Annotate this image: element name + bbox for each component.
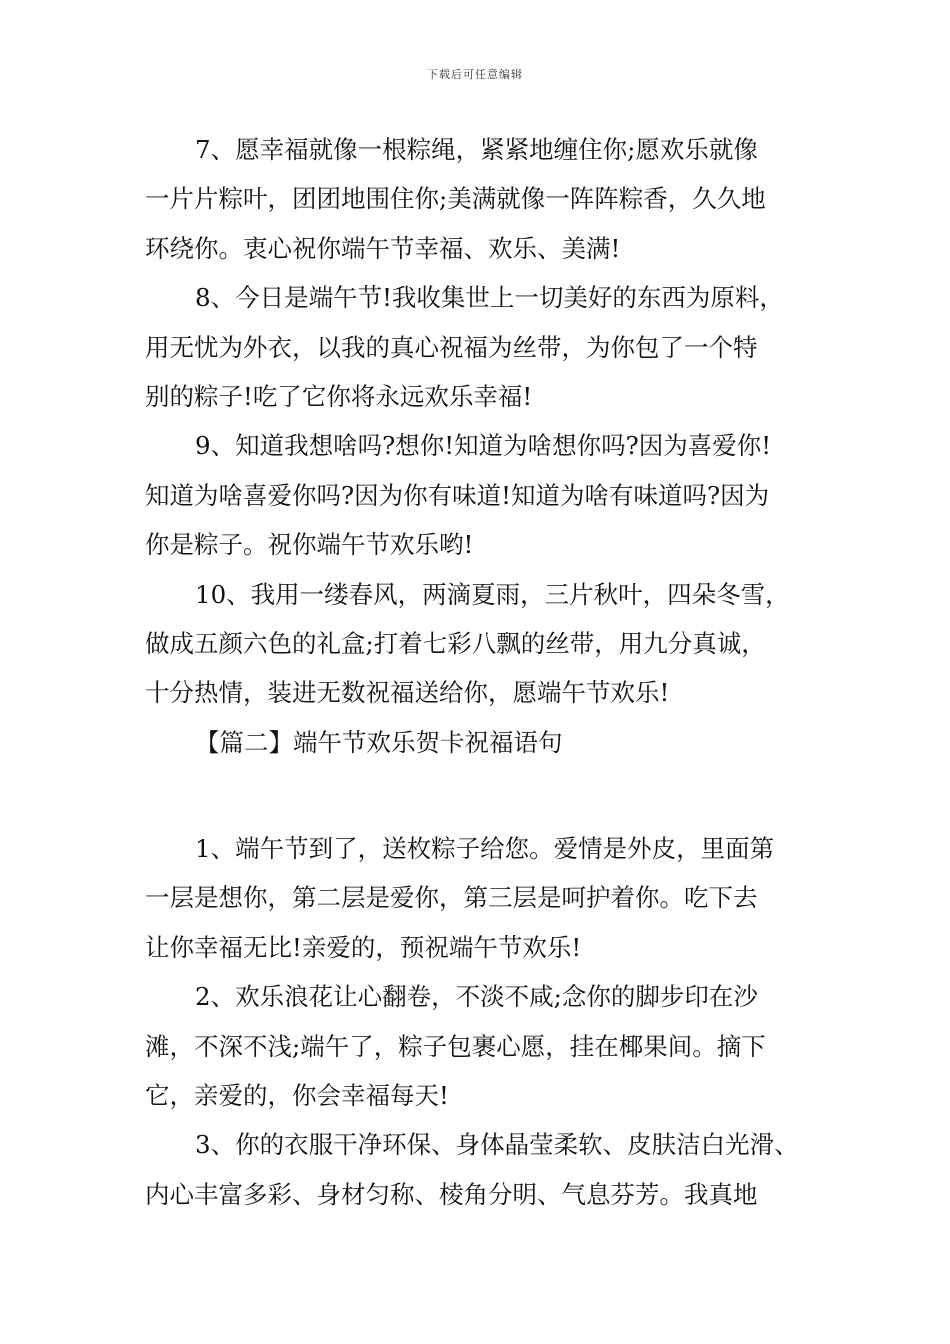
paragraph-line: 2、欢乐浪花让心翻卷，不淡不咸;念你的脚步印在沙 [195,982,758,1012]
paragraph-line: 你是粽子。祝你端午节欢乐哟! [145,530,474,560]
paragraph-line: 用无忧为外衣，以我的真心祝福为丝带，为你包了一个特 [145,332,758,362]
document-body [145,125,835,1219]
paragraph-line: 一层是想你，第二层是爱你，第三层是呵护着你。吃下去 [145,883,758,913]
paragraph-line: 1、端午节到了，送枚粽子给您。爱情是外皮，里面第 [195,834,775,864]
section-heading: 【篇二】端午节欢乐贺卡祝福语句 [195,727,563,757]
paragraph-line: 3、你的衣服干净环保、身体晶莹柔软、皮肤洁白光滑、 [195,1130,799,1160]
paragraph-line: 9、知道我想啥吗?想你!知道为啥想你吗?因为喜爱你! [195,431,772,461]
paragraph-line: 十分热情，装进无数祝福送给你，愿端午节欢乐! [145,678,670,708]
paragraph-line: 别的粽子!吃了它你将永远欢乐幸福! [145,381,533,411]
page-header: 下载后可任意编辑 [427,68,523,81]
section-spacer [145,767,835,824]
paragraph-line: 7、愿幸福就像一根粽绳，紧紧地缠住你;愿欢乐就像 [195,135,758,164]
paragraph-line: 环绕你。衷心祝你端午节幸福、欢乐、美满! [145,233,621,263]
paragraph-line: 8、今日是端午节!我收集世上一切美好的东西为原料， [195,283,784,313]
paragraph-line: 一片片粽叶，团团地围住你;美满就像一阵阵粽香，久久地 [145,184,766,214]
paragraph-line: 做成五颜六色的礼盒;打着七彩八飘的丝带，用九分真诚， [145,628,766,658]
paragraph-line: 滩，不深不浅;端午了，粽子包裹心愿，挂在椰果间。摘下 [145,1031,766,1061]
paragraph-line: 10、我用一缕春风，两滴夏雨，三片秋叶，四朵冬雪， [195,579,790,609]
paragraph-line: 内心丰富多彩、身材匀称、棱角分明、气息芬芳。我真地 [145,1179,758,1209]
paragraph-line: 它，亲爱的，你会幸福每天! [145,1081,449,1111]
paragraph-line: 知道为啥喜爱你吗?因为你有味道!知道为啥有味道吗?因为 [145,480,770,510]
paragraph-line: 让你幸福无比!亲爱的，预祝端午节欢乐! [145,932,582,962]
